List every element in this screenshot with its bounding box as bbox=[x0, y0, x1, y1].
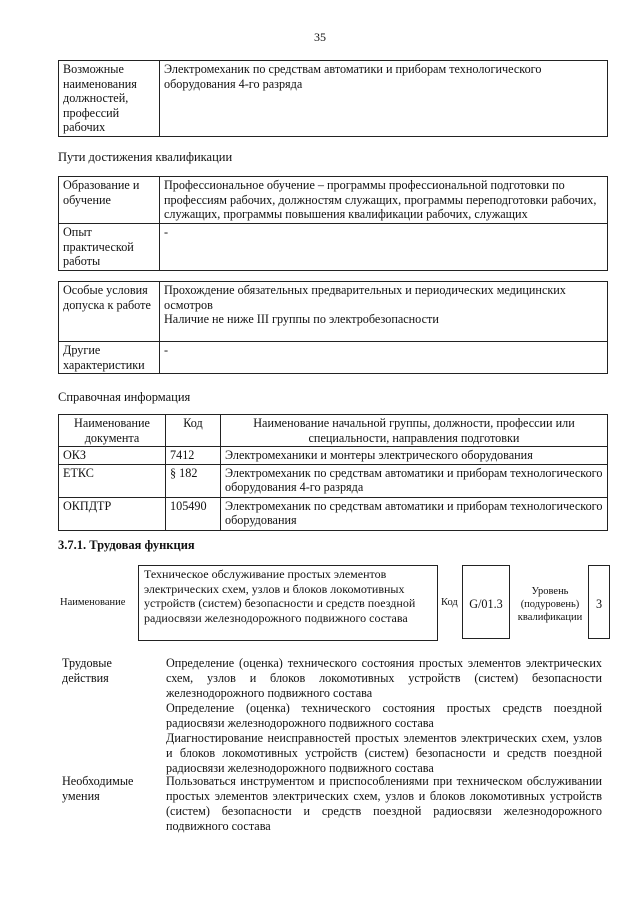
reference-heading: Справочная информация bbox=[58, 390, 191, 404]
row-name: Электромеханик по средствам автоматики и приборам технологического оборудования 4-го разряда bbox=[221, 464, 608, 497]
function-name-label: Наименование bbox=[60, 597, 126, 608]
actions-list bbox=[166, 656, 602, 776]
skills-list bbox=[166, 774, 602, 834]
page-number: 35 bbox=[314, 30, 326, 44]
row-doc: ОКПДТР bbox=[59, 497, 166, 530]
function-level-label: Уровень (подуровень) квалификации bbox=[517, 586, 583, 623]
function-level-value: 3 bbox=[588, 565, 610, 639]
row-doc: ЕТКС bbox=[59, 464, 166, 497]
function-heading: 3.7.1. Трудовая функция bbox=[58, 538, 195, 552]
experience-value: - bbox=[160, 224, 608, 271]
positions-table bbox=[58, 60, 608, 137]
action-item: Определение (оценка) технического состояния простых элементов электрических схем, узлов и блоков локомотивных устройств (систем) безопасности железнодорожного подвижного состава bbox=[166, 656, 602, 700]
function-code-value: G/01.3 bbox=[462, 565, 510, 639]
qualification-paths-heading: Пути достижения квалификации bbox=[58, 150, 233, 164]
actions-label: Трудовые действия bbox=[62, 656, 112, 685]
action-item: Определение (оценка) технического состояния простых средств поездной радиосвязи железнодорожного подвижного состава bbox=[166, 701, 602, 730]
positions-label: Возможные наименования должностей, профессий рабочих bbox=[59, 61, 160, 137]
function-name-value: Техническое обслуживание простых элементов электрических схем, узлов и блоков локомотивных устройств (систем) безопасности и средств поездной радиосвязи железнодорожного подвижного состава bbox=[138, 565, 438, 641]
education-label: Образование и обучение bbox=[59, 177, 160, 224]
row-code: 105490 bbox=[166, 497, 221, 530]
conditions-line-2: Наличие не ниже III группы по электробезопасности bbox=[164, 312, 439, 326]
skills-label: Необходимые умения bbox=[62, 774, 134, 803]
row-doc: ОКЗ bbox=[59, 447, 166, 465]
education-value: Профессиональное обучение – программы профессиональной подготовки по профессиям рабочих, должностям служащих, программы переподготовки рабочих, служащих, программы повышения квалификации рабочих, служащих bbox=[160, 177, 608, 224]
other-value: - bbox=[160, 342, 608, 374]
admission-table bbox=[58, 281, 608, 374]
row-name: Электромеханики и монтеры электрического оборудования bbox=[221, 447, 608, 465]
table-row bbox=[59, 464, 608, 497]
skill-item: Пользоваться инструментом и приспособлениями при техническом обслуживании простых элементов электрических схем, узлов и блоков локомотивных устройств (систем) безопасности и средств поездной радиосвязи железнодорожного подвижного состава bbox=[166, 774, 602, 833]
conditions-value bbox=[160, 282, 608, 342]
experience-label: Опыт практической работы bbox=[59, 224, 160, 271]
qualification-paths-table bbox=[58, 176, 608, 271]
col-doc-header: Наименование документа bbox=[59, 415, 166, 447]
col-code-header: Код bbox=[166, 415, 221, 447]
table-row bbox=[59, 447, 608, 465]
col-name-header: Наименование начальной группы, должности, профессии или специальности, направления подготовки bbox=[221, 415, 608, 447]
row-code: § 182 bbox=[166, 464, 221, 497]
conditions-line-1: Прохождение обязательных предварительных и периодических медицинских осмотров bbox=[164, 283, 566, 312]
table-row bbox=[59, 497, 608, 530]
conditions-label: Особые условия допуска к работе bbox=[59, 282, 160, 342]
action-item: Диагностирование неисправностей простых элементов электрических схем, узлов и блоков локомотивных устройств (систем) безопасности и средств поездной радиосвязи железнодорожного подвижного состава bbox=[166, 731, 602, 775]
row-code: 7412 bbox=[166, 447, 221, 465]
positions-value: Электромеханик по средствам автоматики и приборам технологического оборудования 4-го разряда bbox=[160, 61, 608, 137]
other-label: Другие характеристики bbox=[59, 342, 160, 374]
row-name: Электромеханик по средствам автоматики и приборам технологического оборудования bbox=[221, 497, 608, 530]
function-code-label: Код bbox=[441, 597, 458, 608]
reference-table bbox=[58, 414, 608, 531]
